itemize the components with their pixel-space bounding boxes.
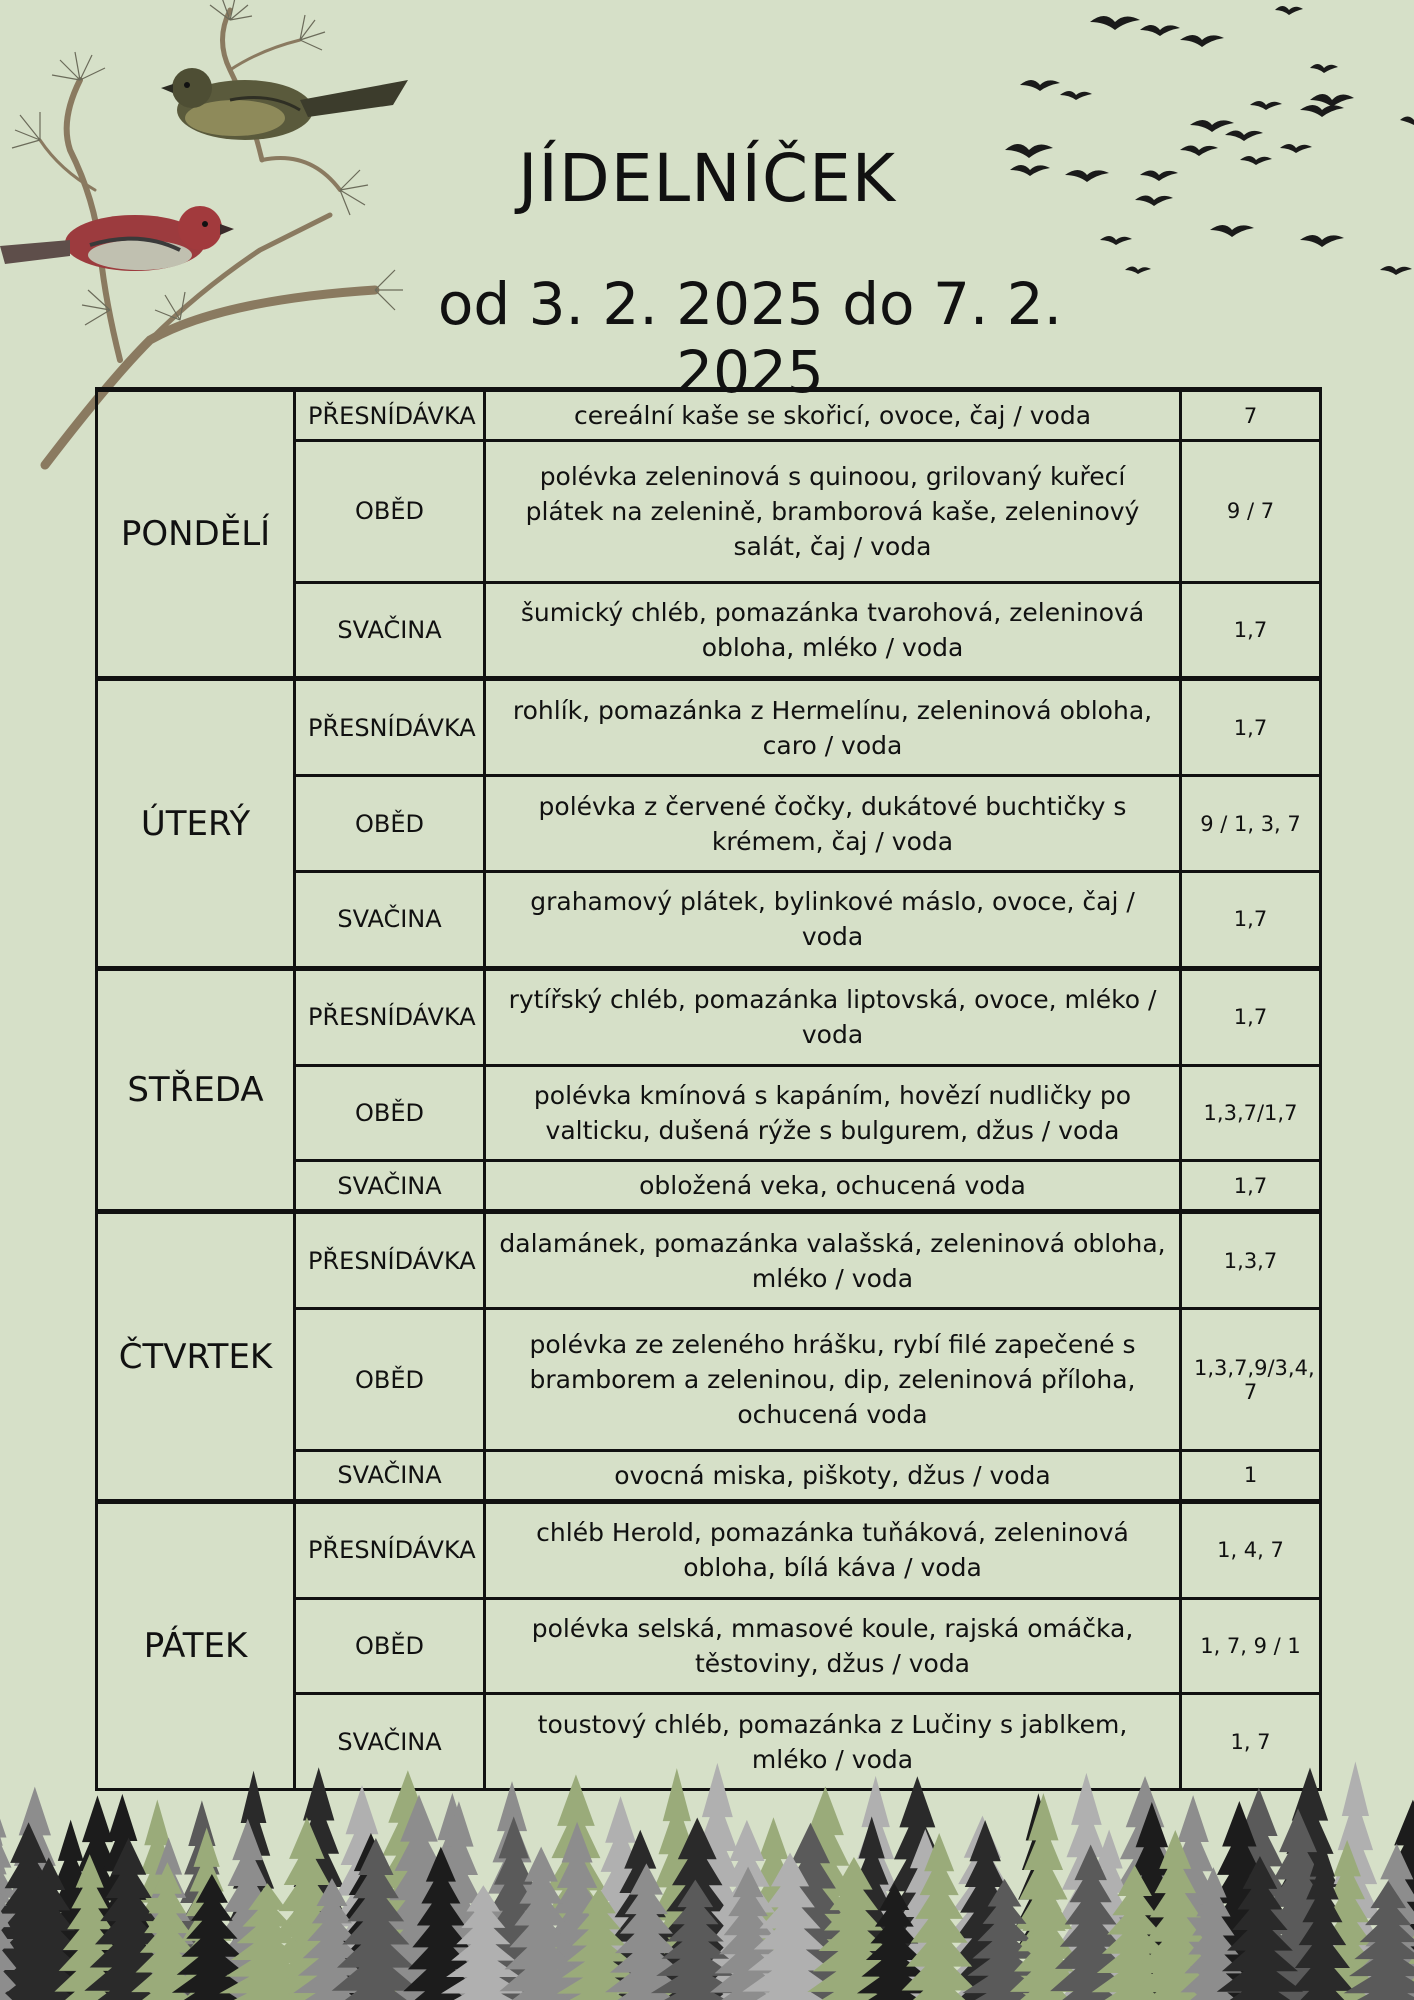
table-row bbox=[97, 1501, 1321, 1598]
meal-type: OBĚD bbox=[295, 776, 485, 872]
meal-type: OBĚD bbox=[295, 1065, 485, 1161]
meal-type: PŘESNÍDÁVKA bbox=[295, 1212, 485, 1309]
meal-type: SVAČINA bbox=[295, 871, 485, 968]
meal-food: šumický chléb, pomazánka tvarohová, zeleninová obloha, mléko / voda bbox=[485, 582, 1181, 679]
meal-type: PŘESNÍDÁVKA bbox=[295, 390, 485, 441]
forest-illustration bbox=[0, 1740, 1414, 2000]
meal-allergens: 7 bbox=[1181, 390, 1321, 441]
date-range: od 3. 2. 2025 do 7. 2. 2025 bbox=[437, 270, 1063, 406]
meal-type: OBĚD bbox=[295, 441, 485, 582]
meal-food: rohlík, pomazánka z Hermelínu, zeleninová obloha, caro / voda bbox=[485, 679, 1181, 776]
table-row bbox=[97, 1212, 1321, 1309]
meal-food: obložená veka, ochucená voda bbox=[485, 1161, 1181, 1212]
meal-type: SVAČINA bbox=[295, 1161, 485, 1212]
meal-allergens: 1,3,7 bbox=[1181, 1212, 1321, 1309]
meal-type: OBĚD bbox=[295, 1598, 485, 1694]
meal-type: PŘESNÍDÁVKA bbox=[295, 679, 485, 776]
day-label-wednesday: STŘEDA bbox=[97, 968, 295, 1212]
page-title: JÍDELNÍČEK bbox=[517, 140, 897, 217]
meal-allergens: 1,7 bbox=[1181, 582, 1321, 679]
meal-type: SVAČINA bbox=[295, 582, 485, 679]
meal-type: SVAČINA bbox=[295, 1450, 485, 1501]
menu-table bbox=[95, 387, 1322, 1791]
table-row bbox=[97, 390, 1321, 441]
meal-food: grahamový plátek, bylinkové máslo, ovoce, čaj / voda bbox=[485, 871, 1181, 968]
meal-allergens: 1,3,7,9/3,4, 7 bbox=[1181, 1309, 1321, 1450]
table-row bbox=[97, 968, 1321, 1065]
meal-type: OBĚD bbox=[295, 1309, 485, 1450]
meal-allergens: 1,7 bbox=[1181, 968, 1321, 1065]
meal-type: SVAČINA bbox=[295, 1694, 485, 1790]
day-label-thursday: ČTVRTEK bbox=[97, 1212, 295, 1501]
day-label-monday: PONDĚLÍ bbox=[97, 390, 295, 679]
meal-allergens: 1, 7 bbox=[1181, 1694, 1321, 1790]
meal-food: polévka selská, mmasové koule, rajská omáčka, těstoviny, džus / voda bbox=[485, 1598, 1181, 1694]
meal-allergens: 1,3,7/1,7 bbox=[1181, 1065, 1321, 1161]
meal-allergens: 1, 7, 9 / 1 bbox=[1181, 1598, 1321, 1694]
meal-allergens: 1,7 bbox=[1181, 871, 1321, 968]
meal-allergens: 1 bbox=[1181, 1450, 1321, 1501]
meal-type: PŘESNÍDÁVKA bbox=[295, 1501, 485, 1598]
meal-food: toustový chléb, pomazánka z Lučiny s jablkem, mléko / voda bbox=[485, 1694, 1181, 1790]
meal-food: cereální kaše se skořicí, ovoce, čaj / voda bbox=[485, 390, 1181, 441]
meal-food: ovocná miska, piškoty, džus / voda bbox=[485, 1450, 1181, 1501]
meal-food: rytířský chléb, pomazánka liptovská, ovoce, mléko / voda bbox=[485, 968, 1181, 1065]
meal-food: polévka zeleninová s quinoou, grilovaný kuřecí plátek na zelenině, bramborová kaše, zeleninový salát, čaj / voda bbox=[485, 441, 1181, 582]
meal-food: dalamánek, pomazánka valašská, zeleninová obloha, mléko / voda bbox=[485, 1212, 1181, 1309]
day-label-friday: PÁTEK bbox=[97, 1501, 295, 1789]
meal-food: polévka z červené čočky, dukátové buchtičky s krémem, čaj / voda bbox=[485, 776, 1181, 872]
meal-food: polévka kmínová s kapáním, hovězí nudličky po valticku, dušená rýže s bulgurem, džus / voda bbox=[485, 1065, 1181, 1161]
meal-allergens: 1,7 bbox=[1181, 679, 1321, 776]
meal-allergens: 9 / 1, 3, 7 bbox=[1181, 776, 1321, 872]
meal-allergens: 1,7 bbox=[1181, 1161, 1321, 1212]
day-label-tuesday: ÚTERÝ bbox=[97, 679, 295, 968]
table-row bbox=[97, 679, 1321, 776]
meal-allergens: 1, 4, 7 bbox=[1181, 1501, 1321, 1598]
meal-type: PŘESNÍDÁVKA bbox=[295, 968, 485, 1065]
meal-food: polévka ze zeleného hrášku, rybí filé zapečené s bramborem a zeleninou, dip, zeleninová příloha, ochucená voda bbox=[485, 1309, 1181, 1450]
meal-food: chléb Herold, pomazánka tuňáková, zeleninová obloha, bílá káva / voda bbox=[485, 1501, 1181, 1598]
meal-allergens: 9 / 7 bbox=[1181, 441, 1321, 582]
